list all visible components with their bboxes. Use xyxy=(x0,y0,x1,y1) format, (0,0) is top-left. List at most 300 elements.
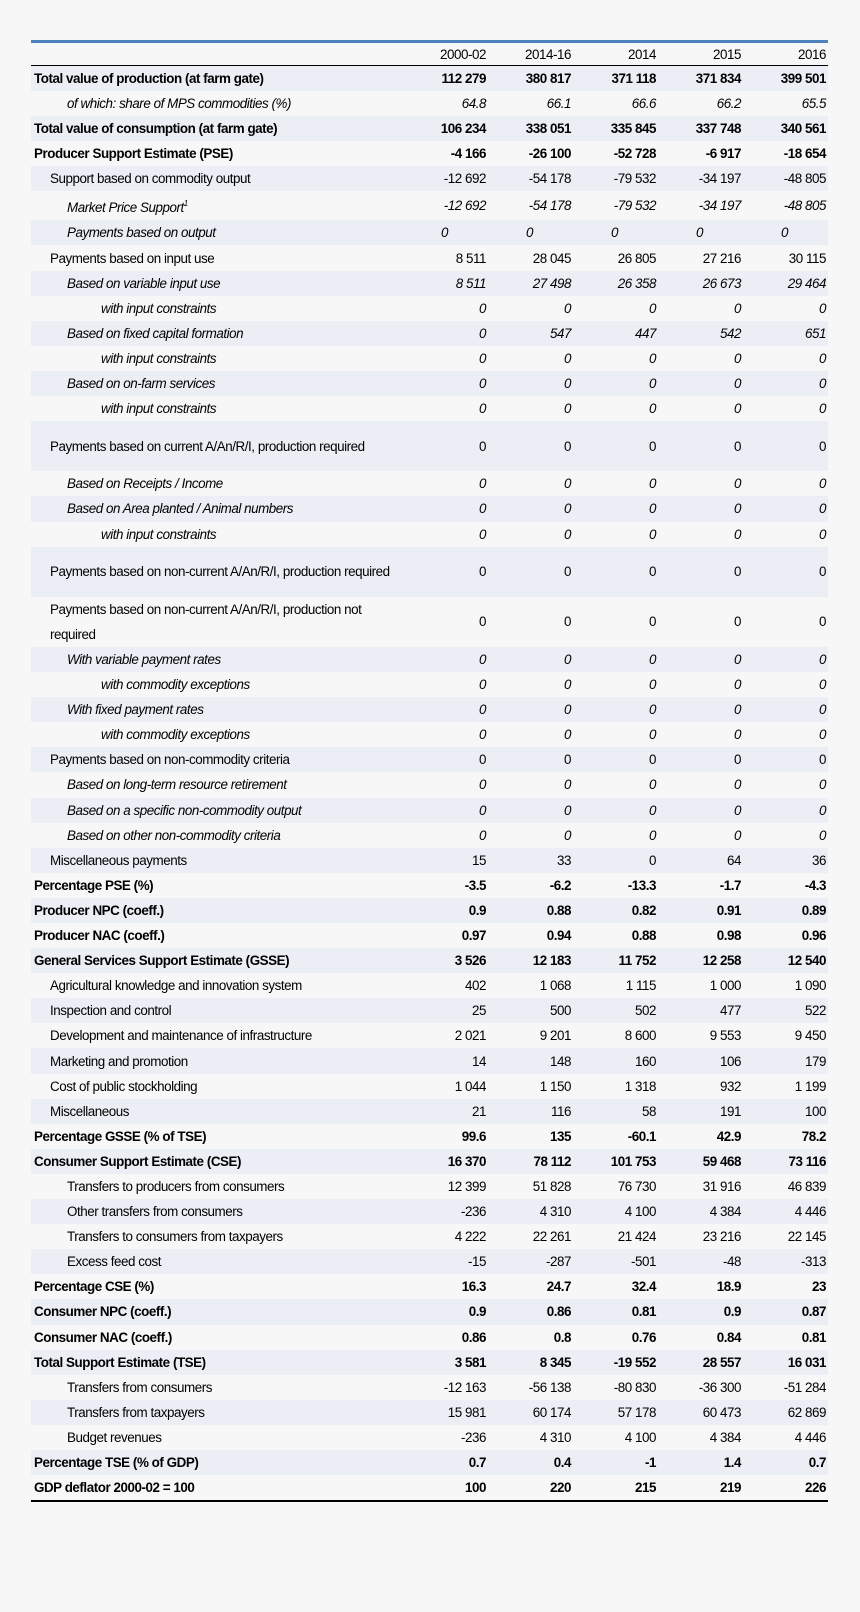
value-cell: 0 xyxy=(819,777,826,793)
row-label xyxy=(31,998,403,1023)
row-label xyxy=(31,396,403,421)
value-cell: -52 728 xyxy=(613,146,656,162)
value-cell: 0 xyxy=(649,702,656,718)
row-label-text: Excess feed cost xyxy=(67,1254,162,1270)
row-label xyxy=(31,166,403,191)
value-cell: 51 828 xyxy=(532,1178,571,1194)
value-cell: 542 xyxy=(720,325,741,341)
value-cell: 9 553 xyxy=(709,1028,741,1044)
value-cell: 8 511 xyxy=(455,250,486,266)
row-label-text: With fixed payment rates xyxy=(67,702,204,718)
value-cell: 16 370 xyxy=(447,1153,486,1169)
value-cell: 0.88 xyxy=(546,902,571,918)
value-cell: 0 xyxy=(479,526,486,542)
row-label-text: Transfers to producers from consumers xyxy=(67,1178,285,1194)
value-cell: 338 051 xyxy=(525,121,571,137)
table-row xyxy=(31,1475,828,1501)
value-cell: 0 xyxy=(564,614,571,630)
value-cell: -54 178 xyxy=(528,171,571,187)
row-label-text: Consumer NAC (coeff.) xyxy=(34,1329,172,1345)
value-cell: -26 100 xyxy=(528,146,571,162)
value-cell: 500 xyxy=(550,1003,571,1019)
value-cell: 0 xyxy=(819,702,826,718)
value-cell: 402 xyxy=(465,978,486,994)
value-cell: 0 xyxy=(564,300,571,316)
value-cell: 16 031 xyxy=(787,1354,826,1370)
table-row xyxy=(31,1249,828,1274)
value-cell: 24.7 xyxy=(546,1279,571,1295)
value-cell: 8 600 xyxy=(624,1028,656,1044)
row-label xyxy=(31,1475,403,1501)
value-cell: 0 xyxy=(734,564,741,580)
table-row xyxy=(31,91,828,116)
value-cell: -4 166 xyxy=(450,146,486,162)
value-cell: 16.3 xyxy=(461,1279,486,1295)
value-cell: 215 xyxy=(573,1475,658,1501)
value-cell: 27 216 xyxy=(702,250,741,266)
row-label-text: Support based on commodity output xyxy=(50,171,251,187)
row-label-text: General Services Support Estimate (GSSE) xyxy=(34,953,290,969)
value-cell: -54 178 xyxy=(528,198,571,214)
row-label-text: Miscellaneous payments xyxy=(50,852,187,868)
table-row xyxy=(31,116,828,141)
value-cell: 0 xyxy=(734,300,741,316)
table-row xyxy=(31,772,828,797)
value-cell: 27 498 xyxy=(532,275,571,291)
table-row xyxy=(31,220,828,245)
value-cell: 0.97 xyxy=(461,928,486,944)
row-label-text: Producer NPC (coeff.) xyxy=(34,902,164,918)
row-label xyxy=(31,1199,403,1224)
value-cell: 0 xyxy=(819,526,826,542)
value-cell: 0 xyxy=(479,614,486,630)
value-cell: 0.81 xyxy=(801,1329,826,1345)
value-cell: 0 xyxy=(819,438,826,454)
table-row xyxy=(31,1224,828,1249)
value-cell: 0 xyxy=(734,677,741,693)
row-label xyxy=(31,823,403,848)
row-label-text: with input constraints xyxy=(101,300,217,316)
table-row xyxy=(31,998,828,1023)
support-estimates-table-container xyxy=(31,40,828,1502)
column-header: 2016 xyxy=(743,42,828,66)
row-label xyxy=(31,1375,403,1400)
value-cell: 0 xyxy=(479,375,486,391)
row-label xyxy=(31,772,403,797)
value-cell: -80 830 xyxy=(613,1379,656,1395)
value-cell: 0 xyxy=(649,401,656,417)
row-label xyxy=(31,1425,403,1450)
value-cell: 33 xyxy=(557,852,571,868)
value-cell: 0 xyxy=(649,501,656,517)
row-label-text: Payments based on non-current A/An/R/I, production required xyxy=(50,564,390,580)
table-row xyxy=(31,191,828,220)
row-label-text: Consumer NPC (coeff.) xyxy=(34,1304,172,1320)
value-cell: 148 xyxy=(550,1053,571,1069)
table-row xyxy=(31,371,828,396)
value-cell: 9 201 xyxy=(539,1028,571,1044)
row-label-text: Percentage GSSE (% of TSE) xyxy=(34,1128,207,1144)
row-label xyxy=(31,948,403,973)
row-label-text: Based on other non-commodity criteria xyxy=(67,827,281,843)
row-label-text: with commodity exceptions xyxy=(101,727,250,743)
column-header: 2014 xyxy=(573,42,658,66)
row-label xyxy=(31,1299,403,1324)
table-row xyxy=(31,848,828,873)
row-label-text: Inspection and control xyxy=(50,1003,172,1019)
value-cell: 0.81 xyxy=(631,1304,656,1320)
row-label-text: Total value of consumption (at farm gate) xyxy=(34,121,278,137)
value-cell: -236 xyxy=(460,1429,486,1445)
value-cell: 0 xyxy=(479,300,486,316)
row-label-text: with input constraints xyxy=(101,526,217,542)
row-label-text: Producer NAC (coeff.) xyxy=(34,928,165,944)
value-cell: 0.4 xyxy=(553,1455,571,1471)
value-cell: 0 xyxy=(649,652,656,668)
table-row xyxy=(31,973,828,998)
value-cell: 66.6 xyxy=(631,96,656,112)
value-cell: 29 464 xyxy=(787,275,826,291)
value-cell: 0 xyxy=(819,727,826,743)
row-label xyxy=(31,973,403,998)
value-cell: 65.5 xyxy=(801,96,826,112)
value-cell: 0 xyxy=(479,827,486,843)
value-cell: 0.96 xyxy=(801,928,826,944)
value-cell: 0 xyxy=(649,564,656,580)
value-cell: 4 222 xyxy=(454,1229,486,1245)
value-cell: 0 xyxy=(819,802,826,818)
row-label-text: Payments based on current A/An/R/I, production required xyxy=(50,438,365,454)
table-row xyxy=(31,697,828,722)
value-cell: 66.1 xyxy=(546,96,571,112)
table-body xyxy=(31,66,828,1502)
column-header: 2014-16 xyxy=(488,42,573,66)
value-cell: -13.3 xyxy=(627,877,656,893)
header-label-cell xyxy=(31,42,403,66)
value-cell: 4 446 xyxy=(794,1429,826,1445)
row-label-text: Percentage TSE (% of GDP) xyxy=(34,1455,199,1471)
value-cell: 0.88 xyxy=(631,928,656,944)
value-cell: 0 xyxy=(479,401,486,417)
value-cell: 0 xyxy=(734,727,741,743)
value-cell: 0 xyxy=(479,501,486,517)
row-label-text: with input constraints xyxy=(101,401,217,417)
value-cell: 0 xyxy=(526,225,533,241)
table-row xyxy=(31,898,828,923)
value-cell: 179 xyxy=(805,1053,826,1069)
value-cell: 0 xyxy=(479,564,486,580)
value-cell: 4 446 xyxy=(794,1204,826,1220)
table-row xyxy=(31,1350,828,1375)
row-label xyxy=(31,1325,403,1350)
row-label-text: Other transfers from consumers xyxy=(67,1204,243,1220)
value-cell: 0.94 xyxy=(546,928,571,944)
value-cell: 1 115 xyxy=(625,978,656,994)
value-cell: 14 xyxy=(472,1053,486,1069)
value-cell: 651 xyxy=(805,325,826,341)
footnote-marker: 1 xyxy=(183,199,188,209)
row-label xyxy=(31,1224,403,1249)
value-cell: 0.76 xyxy=(631,1329,656,1345)
value-cell: 21 424 xyxy=(617,1229,656,1245)
row-label-text: Based on fixed capital formation xyxy=(67,325,244,341)
value-cell: 26 673 xyxy=(702,275,741,291)
row-label xyxy=(31,271,403,296)
value-cell: 0.9 xyxy=(723,1304,741,1320)
value-cell: 0 xyxy=(564,350,571,366)
value-cell: 1 000 xyxy=(709,978,741,994)
table-row xyxy=(31,296,828,321)
table-row xyxy=(31,1099,828,1124)
value-cell: -51 284 xyxy=(783,1379,826,1395)
value-cell: 371 118 xyxy=(611,71,656,86)
value-cell: 106 234 xyxy=(440,121,486,137)
value-cell: 57 178 xyxy=(617,1404,656,1420)
row-label-text: Based on a specific non-commodity output xyxy=(67,802,302,818)
row-label xyxy=(31,1023,403,1048)
value-cell: 0 xyxy=(564,802,571,818)
row-label xyxy=(31,371,403,396)
row-label-text: Based on Area planted / Animal numbers xyxy=(67,501,294,517)
value-cell: 220 xyxy=(488,1475,573,1501)
value-cell: 0 xyxy=(819,677,826,693)
row-label-text: with input constraints xyxy=(101,350,217,366)
value-cell: 30 115 xyxy=(788,250,826,266)
value-cell: 0 xyxy=(819,652,826,668)
row-label-text: Based on on-farm services xyxy=(67,375,216,391)
value-cell: 23 216 xyxy=(702,1229,741,1245)
value-cell: 18.9 xyxy=(716,1279,741,1295)
row-label xyxy=(31,647,403,672)
value-cell: -48 805 xyxy=(783,198,826,214)
row-label xyxy=(31,141,403,166)
value-cell: 0 xyxy=(611,225,618,241)
value-cell: 0 xyxy=(649,614,656,630)
value-cell: -1 xyxy=(644,1455,656,1471)
value-cell: 2 021 xyxy=(454,1028,486,1044)
value-cell: -12 163 xyxy=(443,1379,486,1395)
row-label xyxy=(31,923,403,948)
table-row xyxy=(31,547,828,597)
value-cell: 1 068 xyxy=(539,978,571,994)
value-cell: 0 xyxy=(479,802,486,818)
value-cell: 12 258 xyxy=(702,953,741,969)
value-cell: 11 752 xyxy=(618,953,656,969)
value-cell: 0 xyxy=(734,614,741,630)
value-cell: 0 xyxy=(734,476,741,492)
value-cell: -56 138 xyxy=(528,1379,571,1395)
table-row xyxy=(31,1174,828,1199)
row-label-text: Cost of public stockholding xyxy=(50,1078,198,1094)
value-cell: 76 730 xyxy=(617,1178,656,1194)
value-cell: 0 xyxy=(734,702,741,718)
value-cell: 15 xyxy=(472,852,486,868)
value-cell: 32.4 xyxy=(631,1279,656,1295)
value-cell: 0 xyxy=(649,438,656,454)
value-cell: 0 xyxy=(564,677,571,693)
value-cell: 12 399 xyxy=(447,1178,486,1194)
value-cell: 0.86 xyxy=(546,1304,571,1320)
value-cell: 0.87 xyxy=(801,1304,826,1320)
value-cell: -12 692 xyxy=(443,198,486,214)
value-cell: 99.6 xyxy=(461,1128,486,1144)
value-cell: 0 xyxy=(734,827,741,843)
row-label xyxy=(31,1450,403,1475)
value-cell: 0 xyxy=(734,401,741,417)
table-row xyxy=(31,1375,828,1400)
value-cell: 0.86 xyxy=(461,1329,486,1345)
row-label-text: Total Support Estimate (TSE) xyxy=(34,1354,206,1370)
value-cell: 0 xyxy=(479,350,486,366)
table-row xyxy=(31,66,828,92)
value-cell: 26 358 xyxy=(617,275,656,291)
value-cell: 28 557 xyxy=(702,1354,741,1370)
value-cell: 0 xyxy=(564,777,571,793)
value-cell: 73 116 xyxy=(788,1153,826,1169)
row-label xyxy=(31,1048,403,1073)
value-cell: 0 xyxy=(734,350,741,366)
value-cell: 1 318 xyxy=(624,1078,656,1094)
value-cell: 8 511 xyxy=(455,275,486,291)
value-cell: 0 xyxy=(734,375,741,391)
value-cell: -18 654 xyxy=(783,146,826,162)
table-row xyxy=(31,346,828,371)
value-cell: -4.3 xyxy=(804,877,826,893)
value-cell: 1 090 xyxy=(794,978,826,994)
table-row xyxy=(31,798,828,823)
value-cell: 0 xyxy=(649,476,656,492)
value-cell: 0 xyxy=(734,438,741,454)
value-cell: 219 xyxy=(658,1475,743,1501)
value-cell: -79 532 xyxy=(613,171,656,187)
row-label-text: Payments based on non-current A/An/R/I, production not required xyxy=(50,601,362,642)
value-cell: -1.7 xyxy=(719,877,741,893)
row-label xyxy=(31,471,403,496)
value-cell: 0 xyxy=(819,350,826,366)
row-label-text: Percentage PSE (%) xyxy=(34,877,154,893)
value-cell: 0 xyxy=(479,727,486,743)
value-cell: 547 xyxy=(550,325,571,341)
value-cell: 0.89 xyxy=(801,902,826,918)
value-cell: 0 xyxy=(564,564,571,580)
row-label-text: Payments based on non-commodity criteria xyxy=(50,752,290,768)
value-cell: 60 174 xyxy=(532,1404,571,1420)
value-cell: 1 150 xyxy=(539,1078,571,1094)
value-cell: 0 xyxy=(479,677,486,693)
value-cell: 15 981 xyxy=(447,1404,486,1420)
row-label xyxy=(31,91,403,116)
value-cell: 191 xyxy=(720,1103,741,1119)
row-label-text: Payments based on output xyxy=(67,225,216,241)
value-cell: 0.84 xyxy=(716,1329,741,1345)
value-cell: 31 916 xyxy=(702,1178,741,1194)
value-cell: -501 xyxy=(630,1254,656,1270)
value-cell: 160 xyxy=(635,1053,656,1069)
table-header xyxy=(31,42,828,66)
value-cell: 0 xyxy=(564,375,571,391)
value-cell: 0 xyxy=(564,727,571,743)
value-cell: 66.2 xyxy=(716,96,741,112)
value-cell: 58 xyxy=(642,1103,656,1119)
value-cell: 23 xyxy=(812,1279,826,1295)
row-label xyxy=(31,496,403,521)
value-cell: 9 450 xyxy=(794,1028,826,1044)
row-label xyxy=(31,220,403,245)
value-cell: 4 384 xyxy=(709,1204,741,1220)
row-label xyxy=(31,672,403,697)
value-cell: 380 817 xyxy=(525,71,571,86)
value-cell: 0 xyxy=(649,727,656,743)
row-label xyxy=(31,1074,403,1099)
row-label-text: Development and maintenance of infrastructure xyxy=(50,1028,312,1044)
row-label-text: GDP deflator 2000-02 = 100 xyxy=(34,1480,195,1496)
value-cell: 106 xyxy=(720,1053,741,1069)
value-cell: 0.7 xyxy=(808,1455,826,1471)
value-cell: 0 xyxy=(649,375,656,391)
table-row xyxy=(31,823,828,848)
value-cell: -19 552 xyxy=(613,1354,656,1370)
row-label xyxy=(31,66,403,92)
value-cell: 0 xyxy=(734,752,741,768)
value-cell: -36 300 xyxy=(698,1379,741,1395)
value-cell: 0.98 xyxy=(716,928,741,944)
value-cell: 60 473 xyxy=(702,1404,741,1420)
value-cell: 4 384 xyxy=(709,1429,741,1445)
value-cell: 932 xyxy=(720,1078,741,1094)
value-cell: 0 xyxy=(734,501,741,517)
row-label-text: Transfers from taxpayers xyxy=(67,1404,205,1420)
value-cell: 0 xyxy=(734,802,741,818)
column-header: 2000-02 xyxy=(403,42,488,66)
row-label xyxy=(31,1249,403,1274)
value-cell: 0 xyxy=(819,476,826,492)
value-cell: 4 100 xyxy=(624,1429,656,1445)
value-cell: 0 xyxy=(819,300,826,316)
header-row xyxy=(31,42,828,66)
row-label-text: Agricultural knowledge and innovation system xyxy=(50,978,302,994)
value-cell: 0 xyxy=(564,501,571,517)
row-label-text: Percentage CSE (%) xyxy=(34,1279,154,1295)
value-cell: 0.9 xyxy=(468,1304,486,1320)
value-cell: 0 xyxy=(564,702,571,718)
row-label xyxy=(31,245,403,270)
table-row xyxy=(31,1425,828,1450)
value-cell: 36 xyxy=(812,852,826,868)
value-cell: 21 xyxy=(472,1103,486,1119)
row-label xyxy=(31,421,403,471)
value-cell: 0.91 xyxy=(716,902,741,918)
value-cell: -6 917 xyxy=(705,146,741,162)
table-row xyxy=(31,1124,828,1149)
value-cell: 0 xyxy=(479,476,486,492)
value-cell: 12 540 xyxy=(787,953,826,969)
value-cell: 3 581 xyxy=(454,1354,486,1370)
value-cell: 62 869 xyxy=(787,1404,826,1420)
row-label-text: Payments based on input use xyxy=(50,250,215,266)
value-cell: 0 xyxy=(564,401,571,417)
row-label xyxy=(31,1124,403,1149)
value-cell: 78.2 xyxy=(801,1128,826,1144)
value-cell: 0 xyxy=(696,225,703,241)
value-cell: -79 532 xyxy=(613,198,656,214)
table-row xyxy=(31,396,828,421)
value-cell: 0 xyxy=(441,225,448,241)
table-row xyxy=(31,166,828,191)
row-label xyxy=(31,191,403,220)
value-cell: -48 805 xyxy=(783,171,826,187)
value-cell: 502 xyxy=(635,1003,656,1019)
value-cell: 371 834 xyxy=(695,71,741,86)
